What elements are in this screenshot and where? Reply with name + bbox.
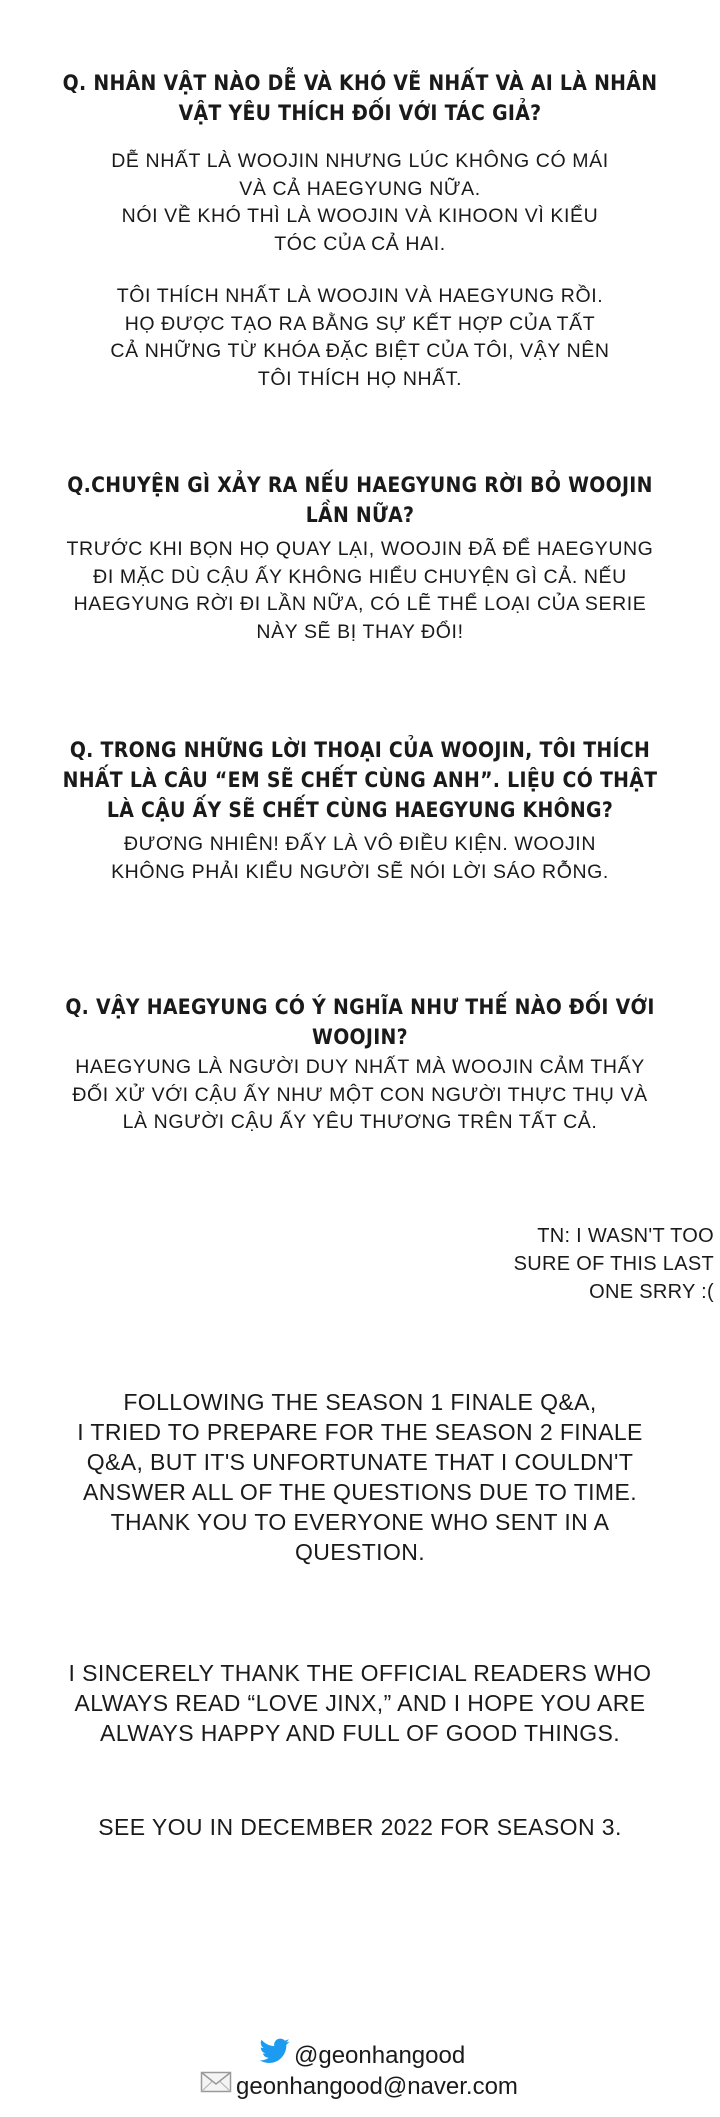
answer-line: HỌ ĐƯỢC TẠO RA BẰNG SỰ KẾT HỢP CỦA TẤT	[124, 312, 596, 335]
question-3	[0, 735, 720, 825]
closing-message	[0, 1387, 720, 1567]
question-line: Q. TRONG NHỮNG LỜI THOẠI CỦA WOOJIN, TÔI THÍCH	[69, 738, 651, 762]
translator-note-line: ONE SRRY :(	[589, 1281, 714, 1303]
thank-you-line: I SINCERELY THANK THE OFFICIAL READERS WHO	[68, 1660, 652, 1686]
question-line: WOOJIN?	[312, 1025, 408, 1049]
qa-item-3	[0, 735, 720, 886]
question-line: VẬT YÊU THÍCH ĐỐI VỚI TÁC GIẢ?	[178, 101, 542, 125]
answer-2	[0, 536, 720, 646]
question-line: Q. VẬY HAEGYUNG CÓ Ý NGHĨA NHƯ THẾ NÀO ĐỐI VỚI	[65, 995, 655, 1019]
answer-line: NÓI VỀ KHÓ THÌ LÀ WOOJIN VÀ KIHOON VÌ KIỂU	[121, 205, 599, 227]
answer-line: VÀ CẢ HAEGYUNG NỮA.	[239, 177, 481, 200]
answer-line: ĐƯƠNG NHIÊN! ĐẤY LÀ VÔ ĐIỀU KIỆN. WOOJIN	[124, 833, 596, 855]
closing-line: THANK YOU TO EVERYONE WHO SENT IN A	[110, 1509, 610, 1535]
answer-3	[0, 831, 720, 886]
question-line: NHẤT LÀ CÂU “EM SẼ CHẾT CÙNG ANH”. LIỆU CÓ THẬT	[62, 768, 658, 792]
answer-line: TRƯỚC KHI BỌN HỌ QUAY LẠI, WOOJIN ĐÃ ĐỂ HAEGYUNG	[66, 538, 654, 560]
answer-line: KHÔNG PHẢI KIỂU NGƯỜI SẼ NÓI LỜI SÁO RỖNG.	[111, 860, 609, 883]
closing-line: ANSWER ALL OF THE QUESTIONS DUE TO TIME.	[82, 1479, 638, 1505]
answer-line: LÀ NGƯỜI CẬU ẤY YÊU THƯƠNG TRÊN TẤT CẢ.	[122, 1111, 598, 1133]
closing-line: QUESTION.	[294, 1539, 426, 1565]
question-4	[0, 992, 720, 1052]
twitter-contact	[260, 2038, 465, 2073]
email-address[interactable]: geonhangood@naver.com	[236, 2072, 518, 2100]
question-2	[0, 470, 720, 530]
translator-note	[514, 1222, 714, 1306]
answer-1	[0, 148, 720, 393]
answer-line: CẢ NHỮNG TỪ KHÓA ĐẶC BIỆT CỦA TÔI, VẬY NÊN	[110, 340, 610, 362]
thank-you-line: ALWAYS READ “LOVE JINX,” AND I HOPE YOU ARE	[74, 1690, 646, 1716]
answer-line: DỄ NHẤT LÀ WOOJIN NHƯNG LÚC KHÔNG CÓ MÁI	[111, 150, 609, 172]
answer-line: ĐỐI XỬ VỚI CẬU ẤY NHƯ MỘT CON NGƯỜI THỰC THỤ VÀ	[72, 1083, 648, 1106]
twitter-bird-icon	[260, 2038, 294, 2073]
answer-line: ĐI MẶC DÙ CẬU ẤY KHÔNG HIỂU CHUYỆN GÌ CẢ. NẾU	[93, 565, 627, 588]
answer-line: HAEGYUNG LÀ NGƯỜI DUY NHẤT MÀ WOOJIN CẢM THẤY	[75, 1056, 645, 1078]
closing-line: I TRIED TO PREPARE FOR THE SEASON 2 FINALE	[77, 1419, 643, 1445]
see-you-message	[0, 1812, 720, 1842]
email-contact	[200, 2070, 518, 2103]
see-you-line: SEE YOU IN DECEMBER 2022 FOR SEASON 3.	[98, 1814, 622, 1840]
thank-you-line: ALWAYS HAPPY AND FULL OF GOOD THINGS.	[99, 1720, 621, 1746]
question-line: LẦN NỮA?	[305, 503, 415, 527]
envelope-icon	[200, 2070, 236, 2103]
thank-you-message	[0, 1658, 720, 1748]
translator-note-line: SURE OF THIS LAST	[513, 1253, 714, 1275]
answer-line: TÔI THÍCH HỌ NHẤT.	[257, 367, 463, 390]
answer-line: TÔI THÍCH NHẤT LÀ WOOJIN VÀ HAEGYUNG RỒI.	[116, 285, 604, 307]
question-line: Q.CHUYỆN GÌ XẢY RA NẾU HAEGYUNG RỜI BỎ WOOJIN	[67, 473, 653, 497]
qa-item-4	[0, 992, 720, 1137]
closing-line: Q&A, BUT IT'S UNFORTUNATE THAT I COULDN'T	[86, 1449, 634, 1475]
qa-item-2	[0, 470, 720, 646]
translator-note-line: TN: I WASN'T TOO	[537, 1225, 714, 1247]
twitter-handle[interactable]: @geonhangood	[294, 2041, 466, 2069]
answer-line: HAEGYUNG RỜI ĐI LẦN NỮA, CÓ LẼ THỂ LOẠI CỦA SERIE	[73, 593, 647, 615]
answer-line: NÀY SẼ BỊ THAY ĐỔI!	[256, 620, 464, 643]
qa-item-1	[0, 68, 720, 393]
question-line: Q. NHÂN VẬT NÀO DỄ VÀ KHÓ VẼ NHẤT VÀ AI LÀ NHÂN	[62, 71, 658, 95]
answer-line: TÓC CỦA CẢ HAI.	[274, 232, 446, 255]
answer-4	[0, 1054, 720, 1137]
question-1	[0, 68, 720, 128]
closing-line: FOLLOWING THE SEASON 1 FINALE Q&A,	[123, 1389, 597, 1415]
question-line: LÀ CẬU ẤY SẼ CHẾT CÙNG HAEGYUNG KHÔNG?	[106, 798, 614, 822]
